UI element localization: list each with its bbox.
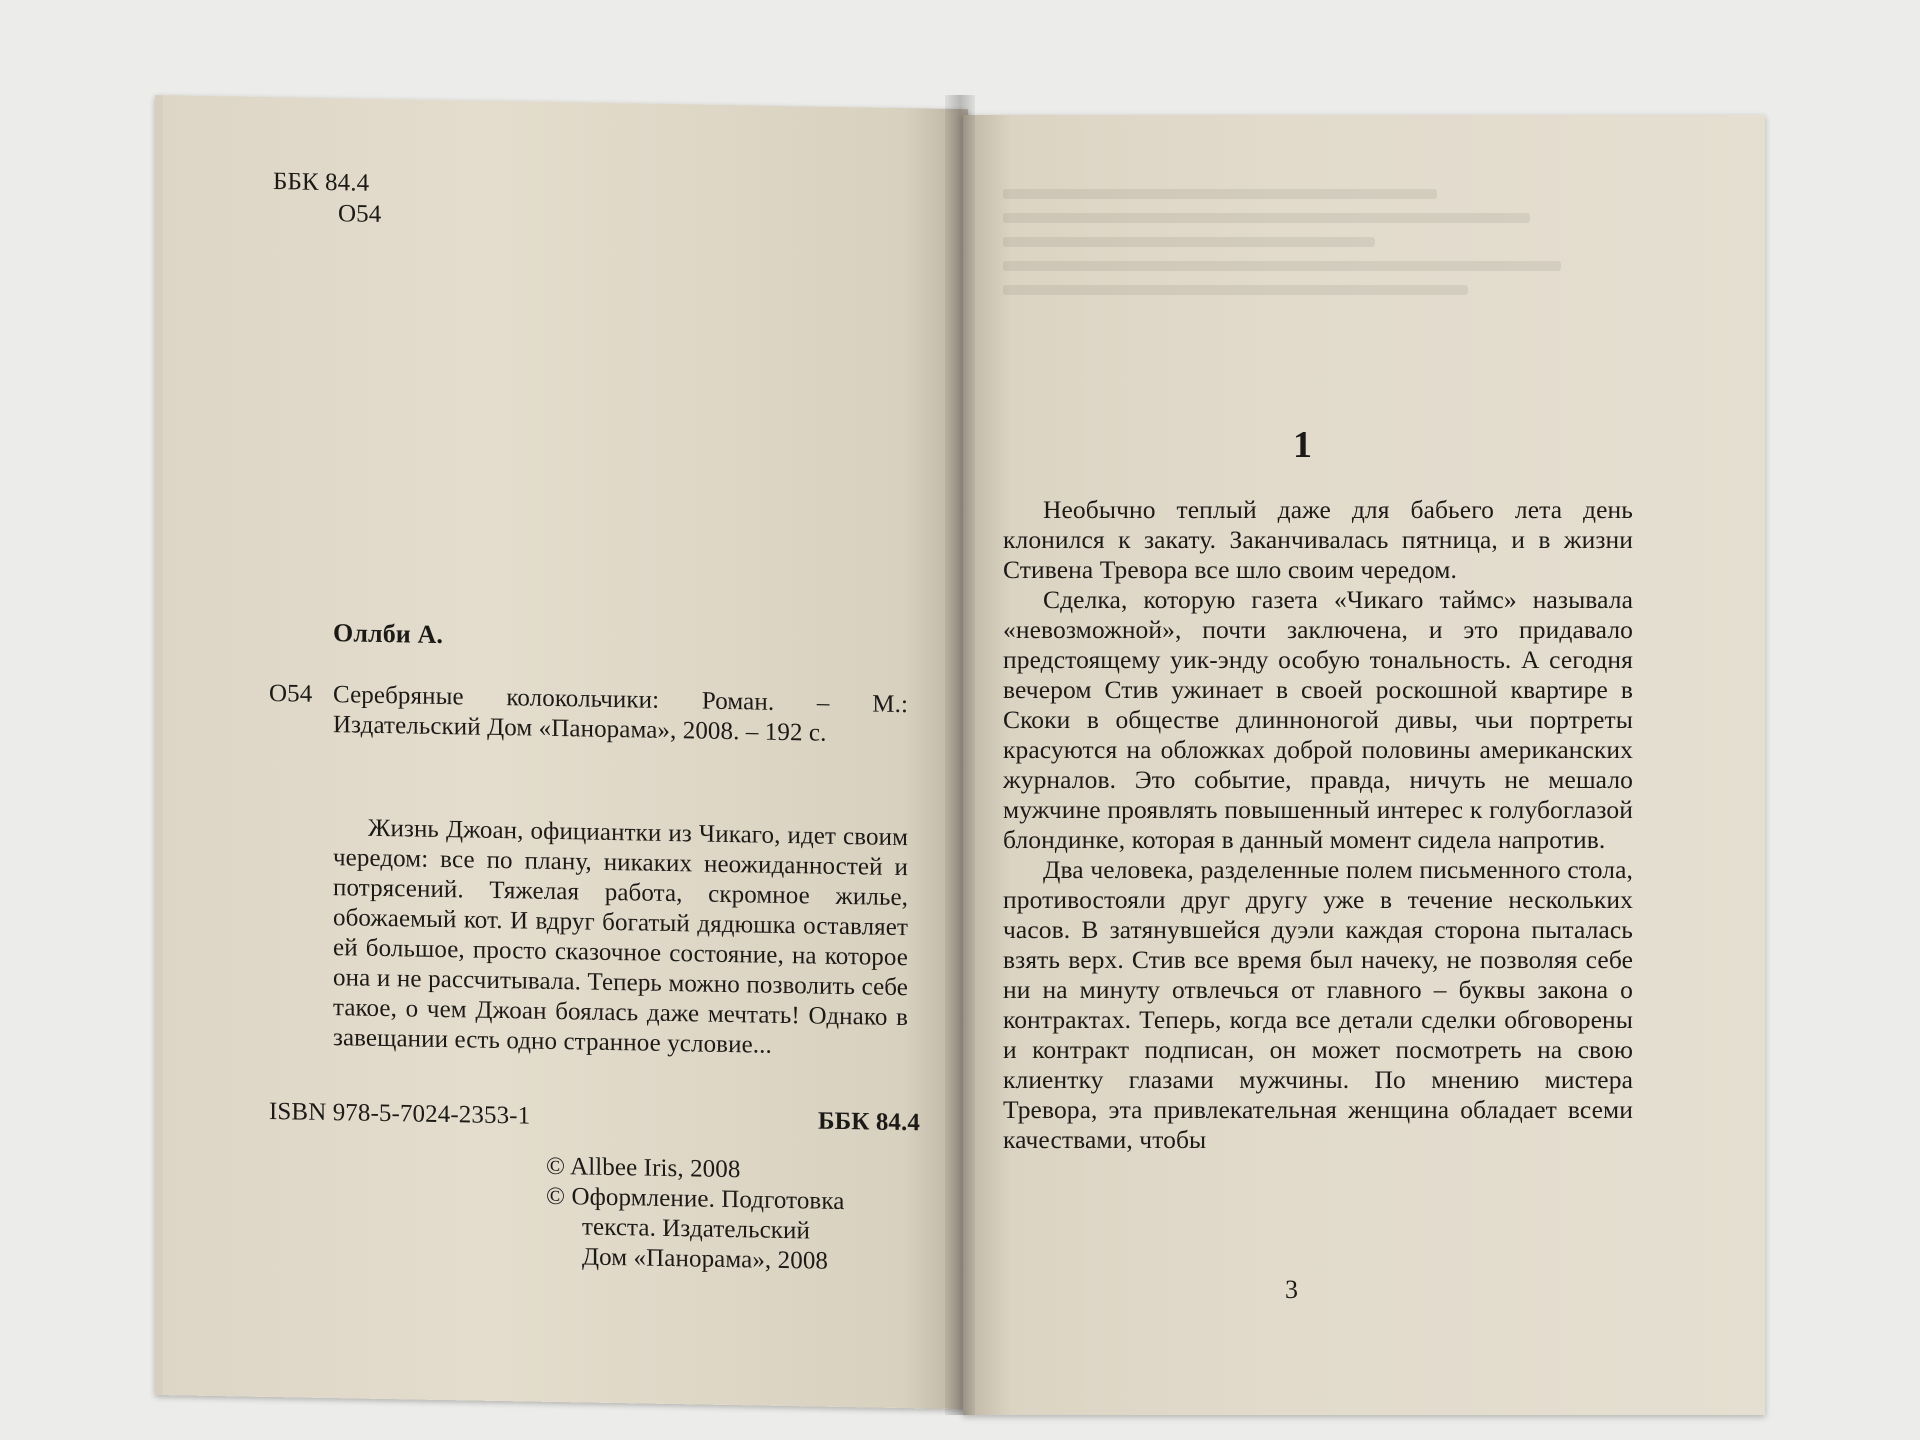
left-page [155,95,968,1409]
copyright-line: Дом «Панорама», 2008 [582,1243,829,1275]
author-name: Оллби А. [333,618,443,650]
copyright-line: текста. Издательский [582,1213,811,1245]
copyright-line: © Оформление. Подготовка [546,1182,845,1216]
bbk-classification-bottom: ББК 84.4 [818,1107,920,1137]
author-mark: О54 [338,200,382,228]
annotation-text: Жизнь Джоан, официантки из Чикаго, идет своим чередом: все по плану, никаких неожиданностей и потрясений. Тяжелая работа, скромное жилье, обожаемый кот. И вдруг богатый дядюшка оставляет ей большое, просто сказочное состояние, на которое она и не рассчитывала. Теперь можно позволить себе такое, о чем Джоан боялась даже мечтать! Однако в завещании есть одно странное условие... [333,814,908,1059]
right-page [963,115,1765,1415]
isbn: ISBN 978-5-7024-2353-1 [269,1097,531,1130]
copyright-line: © Allbee Iris, 2008 [546,1152,741,1184]
paragraph: Сделка, которую газета «Чикаго таймс» называла «невозможной», почти заключена, и это придавало предстоящему уик-энду особую тональность. А сегодня вечером Стив ужинает в своей роскошной квартире в Скоки в обществе длинноногой дивы, чьи портреты красуются на обложках доброй половины американских журналов. Это событие, правда, ничуть не мешало мужчине проявлять повышенный интерес к голубоглазой блондинке, которая в данный момент сидела напротив. [1003,585,1633,854]
bibliographic-description: Серебряные колокольчики: Роман. – М.: Издательский Дом «Панорама», 2008. – 192 с. [333,681,908,747]
chapter-number: 1 [1293,424,1313,466]
page-number: 3 [1285,1275,1299,1304]
open-book [155,95,1785,1415]
bbk-classification-top [273,167,381,231]
book-gutter [945,95,975,1415]
annotation [333,813,908,1063]
bbk-code: ББК 84.4 [273,168,370,197]
paragraph: Необычно теплый даже для бабьего лета день клонился к закату. Заканчивалась пятница, и в жизни Стивена Тревора все шло своим чередом. [1003,495,1633,584]
paragraph: Два человека, разделенные полем письменного стола, противостояли друг другу уже в течение нескольких часов. В затянувшейся дуэли каждая сторона пыталась взять верх. Стив все время был начеку, не позволяя себе ни на минуту отвлечься от главного – буквы закона о контрактах. Теперь, когда все детали сделки обговорены и контракт подписан, он может посмотреть на свою клиентку глазами мужчины. По мнению мистера Тревора, эта привлекательная женщина обладает всеми качествами, чтобы [1003,855,1633,1154]
chapter-body [1003,495,1633,1155]
copyright-block [546,1152,926,1279]
show-through-text [1003,175,1623,355]
author-code: О54 [269,679,313,708]
